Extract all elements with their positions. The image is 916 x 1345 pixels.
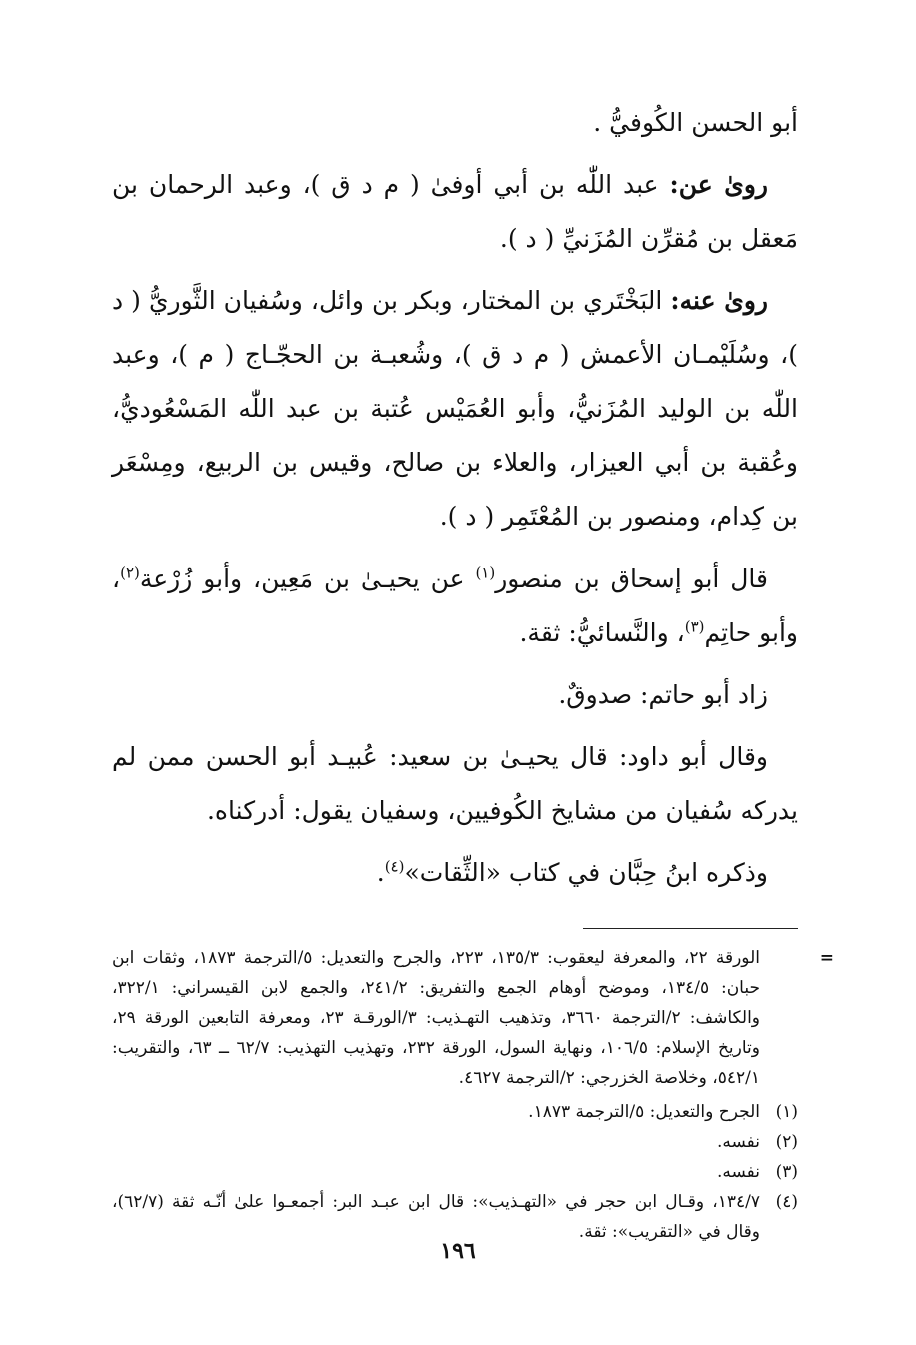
footnote-number: (٤) — [775, 1192, 798, 1212]
main-text — [112, 96, 798, 900]
narrated-from-label: روىٰ عن: — [669, 170, 769, 199]
footnote-text: نفسه. — [716, 1132, 760, 1152]
paragraph-narrated-from — [112, 158, 798, 266]
continuation-text: الورقة ٢٢، والمعرفة ليعقوب: ١٣٥/٣، ٢٢٣، والجرح والتعديل: ٥/الترجمة ١٨٧٣، وثقات ابن حبان: ١٣٤/٥، وموضح أوهام الجمع والتفريق: ٢٤١/٢، والجمع لابن القيسراني: ٣٢٢/١، والكاشف: ٢/الترجمة ٣٦٦٠، وتذهيب التهـذيب: ٣/الورقـة ٢٣، ومعرفة التابعين الورقة ٢٩، وتاريخ الإسلام: ١٠٦/٥، ونهاية السول، الورقة ٢٣٢، وتهذيب التهذيب: ٦٢/٧ ــ ٦٣، والتقريب: ٥٤٢/١، وخلاصة الخزرجي: ٢/الترجمة ٤٦٢٧. — [112, 948, 761, 1088]
footnote-text: الجرح والتعديل: ٥/الترجمة ١٨٧٣. — [528, 1102, 760, 1122]
grading-text-b: عن يحيـىٰ بن مَعِين، وأبو زُرْعة — [139, 564, 476, 593]
footnote-1 — [112, 1097, 798, 1127]
narrated-from-text: عبد اللّٰه بن أبي أوفىٰ ( م د ق )، وعبد الرحمان بن مَعقل بن مُقرِّن المُزَنيِّ ( د ). — [112, 170, 798, 253]
paragraph-abu-dawud — [112, 730, 798, 838]
footnote-separator — [583, 928, 798, 929]
narrators-text: البَخْتَري بن المختار، وبكر بن وائل، وسُفيان الثَّوريُّ ( د )، وسُلَيْمـان الأعمش ( م د ق )، وشُعبـة بن الحجّـاج ( م )، وعبد اللّٰه بن الوليد المُزَنيُّ، وأبو العُمَيْس عُتبة بن عبد اللّٰه المَسْعُوديُّ، وعُقبة بن أبي العيزار، والعلاء بن صالح، وقيس بن الربيع، ومِسْعَر بن كِدام، ومنصور بن المُعْتَمِر ( د ). — [112, 286, 798, 531]
footnote-continuation — [112, 943, 834, 1093]
grading-text-d: ، والنَّسائيُّ: ثقة. — [519, 618, 685, 647]
footnote-number: (٣) — [775, 1162, 798, 1182]
footnote-ref-1[interactable]: (١) — [475, 563, 496, 582]
footnote-number: (٢) — [775, 1132, 798, 1152]
paragraph-abu-hatim — [112, 668, 798, 722]
grading-text-a: قال أبو إسحاق بن منصور — [495, 564, 768, 593]
name-line: أبو الحسن الكُوفيُّ . — [593, 108, 798, 137]
paragraph-narrators — [112, 274, 798, 544]
grading-text-c: ، وأبو حاتِم — [112, 564, 798, 647]
narrators-label: روىٰ عنه: — [670, 286, 768, 315]
footnote-number: (١) — [775, 1102, 798, 1122]
footnote-ref-2[interactable]: (٢) — [120, 563, 140, 582]
footnote-ref-4[interactable]: (٤) — [384, 857, 405, 876]
ibn-hibban-text: وذكره ابنُ حِبَّان في كتاب «الثِّقات» — [404, 858, 768, 887]
ibn-hibban-end: . — [376, 858, 385, 887]
footnote-ref-3[interactable]: (٣) — [684, 617, 705, 636]
footnote-text: نفسه. — [716, 1162, 760, 1182]
page-number: ١٩٦ — [440, 1238, 476, 1264]
continuation-mark: = — [819, 948, 834, 968]
footnote-2 — [112, 1127, 798, 1157]
footnote-text: ١٣٤/٧، وقـال ابن حجر في «التهـذيب»: قال ابن عبـد البر: أجمعـوا علىٰ أنّـه ثقة (٦٢/٧)، وقال في «التقريب»: ثقة. — [112, 1192, 760, 1242]
paragraph-name — [112, 96, 798, 150]
paragraph-ibn-hibban — [112, 846, 798, 900]
paragraph-grading — [112, 552, 798, 660]
footnote-3 — [112, 1157, 798, 1187]
abu-dawud-text: وقال أبو داود: قال يحيـىٰ بن سعيد: عُبيـد أبو الحسن ممن لم يدركه سُفيان من مشايخ الكُوفيين، وسفيان يقول: أدركناه. — [112, 742, 798, 825]
footnotes — [112, 943, 834, 1247]
abu-hatim-text: زاد أبو حاتم: صدوقٌ. — [558, 680, 768, 709]
